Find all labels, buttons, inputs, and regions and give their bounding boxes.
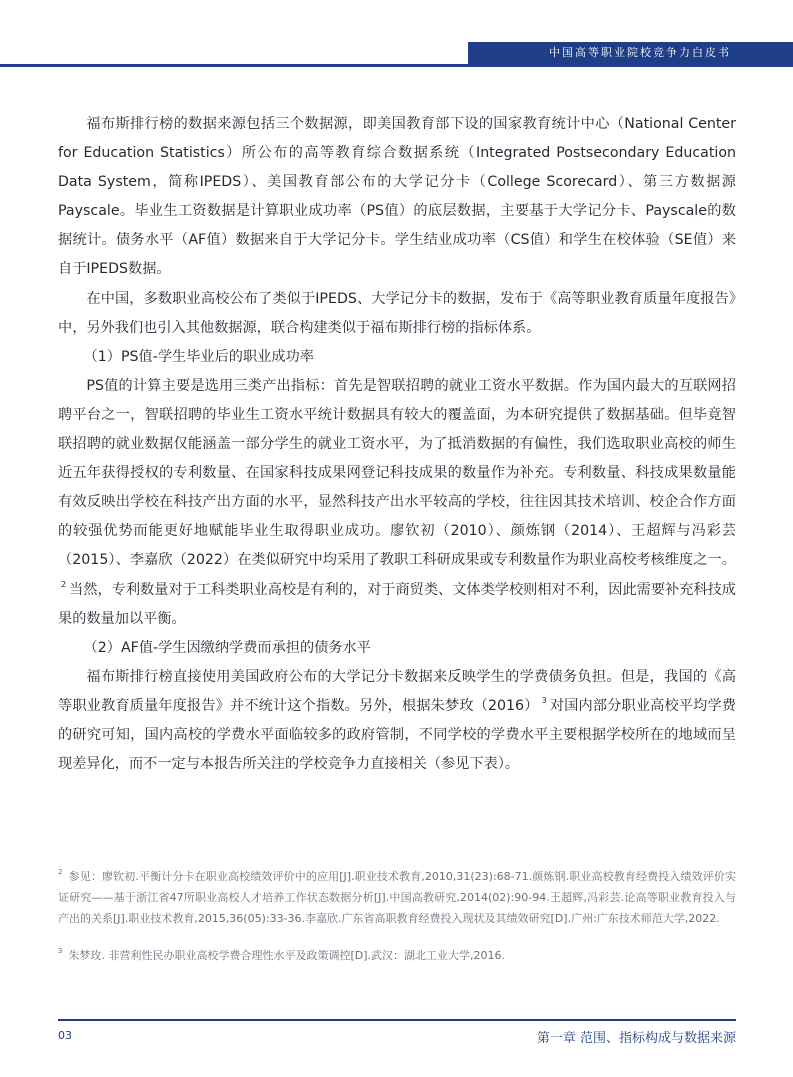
paragraph-data-sources: 福布斯排行榜的数据来源包括三个数据源，即美国教育部下设的国家教育统计中心（National Center for Education Statistics）所公布的高等教育综合数据系统（Integrated Postsecondary Education Data System，简称IPEDS）、美国教育部公布的大学记分卡（College Scorecard）、第三方数据源Payscale。毕业生工资数据是计算职业成功率（PS值）的底层数据，主要基于大学记分卡、Payscale的数据统计。债务水平（AF值）数据来自于大学记分卡。学生结业成功率（CS值）和学生在校体验（SE值）来自于IPEDS数据。: [58, 116, 736, 278]
footnote-text: 参见：廖钦初.平衡计分卡在职业高校绩效评价中的应用[J].职业技术教育,2010,31(23):68-71.颜炼钢.职业高校教育经费投入绩效评价实证研究——基于浙江省47所职业高校人才培养工作状态数据分析[J].中国高教研究,2014(02):90-94.王超辉,冯彩芸.论高等职业教育投入与产出的关系[J].职业技术教育,2015,36(05):33-36.李嘉欣.广东省高职教育经费投入现状及其绩效研究[D].广州:广东技术师范大学,2022.: [58, 870, 736, 925]
footnote-2: [58, 866, 736, 929]
header-title-bar: 中国高等职业院校竞争力白皮书: [468, 42, 793, 64]
footnote-ref-2[interactable]: 2: [61, 579, 67, 589]
footer-divider: [58, 1019, 736, 1021]
footnote-mark: 2: [58, 868, 63, 876]
paragraph-af-tail: 对国内部分职业高校平均学费的研究可知，国内高校的学费水平面临较多的政府管制，不同学校的学费水平主要根据学校所在的地域而呈现差异化，而不一定与本报告所关注的学校竞争力直接相关（参见下表）。: [58, 697, 736, 773]
footnote-text: 朱梦玫. 非营利性民办职业高校学费合理性水平及政策调控[D].武汉：湖北工业大学,2016.: [68, 949, 505, 962]
paragraph-af-debt: [58, 663, 736, 779]
footnote-ref-3[interactable]: 3: [541, 695, 547, 705]
chapter-title: 第一章 范围、指标构成与数据来源: [536, 1031, 736, 1046]
footnote-mark: 3: [58, 947, 63, 955]
main-content: [58, 110, 736, 779]
header-divider: [0, 64, 793, 67]
section-heading-af: （2）AF值-学生因缴纳学费而承担的债务水平: [83, 639, 371, 656]
paragraph-ps-calculation: [58, 372, 736, 634]
page-number: 03: [58, 1029, 72, 1042]
paragraph-ps-text: PS值的计算主要是选用三类产出指标：首先是智联招聘的就业工资水平数据。作为国内最大的互联网招聘平台之一，智联招聘的毕业生工资水平统计数据具有较大的覆盖面，为本研究提供了数据基础。但毕竟智联招聘的就业数据仅能涵盖一部分学生的就业工资水平，为了抵消数据的有偏性，我们选取职业高校的师生近五年获得授权的专利数量、在国家科技成果网登记科技成果的数量作为补充。专利数量、科技成果数量能有效反映出学校在科技产出方面的水平，显然科技产出水平较高的学校，往往因其技术培训、校企合作方面的较强优势而能更好地赋能毕业生取得职业成功。廖钦初（2010）、颜炼钢（2014）、王超辉与冯彩芸（2015）、李嘉欣（2022）在类似研究中均采用了教职工科研成果或专利数量作为职业高校考核维度之一。: [58, 377, 736, 569]
paragraph-af-text: 福布斯排行榜直接使用美国政府公布的大学记分卡数据来反映学生的学费债务负担。但是，我国的《高等职业教育质量年度报告》并不统计这个指数。另外，根据朱梦玫（2016）: [58, 668, 736, 714]
paragraph-ps-tail: 当然，专利数量对于工科类职业高校是有利的，对于商贸类、文体类学校则相对不利，因此需要补充科技成果的数量加以平衡。: [58, 581, 736, 627]
footnote-3: [58, 945, 736, 966]
paragraph-china-data: 在中国，多数职业高校公布了类似于IPEDS、大学记分卡的数据，发布于《高等职业教育质量年度报告》中，另外我们也引入其他数据源，联合构建类似于福布斯排行榜的指标体系。: [58, 290, 736, 336]
footnotes: [58, 866, 736, 966]
section-heading-ps: （1）PS值-学生毕业后的职业成功率: [83, 348, 314, 365]
